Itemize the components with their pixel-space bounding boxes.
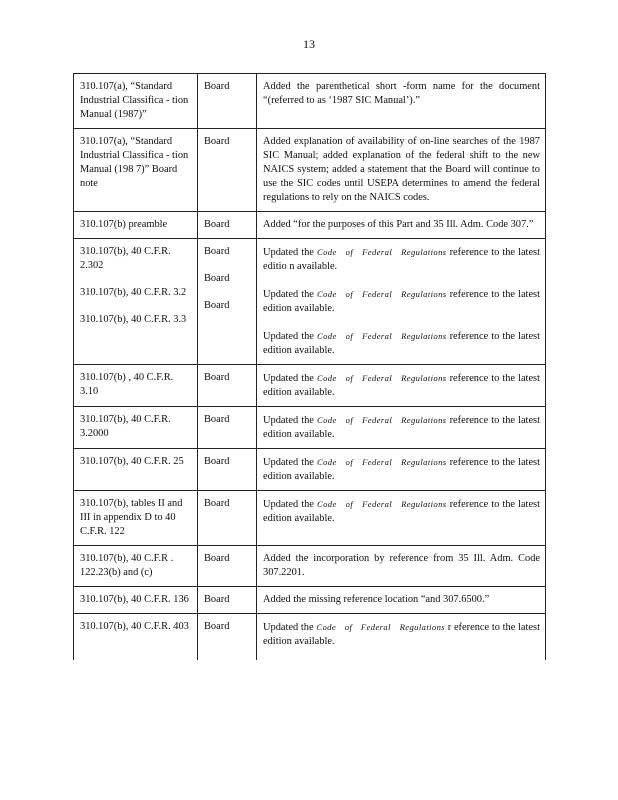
action-cell: Updated the Code of Federal Regulations r eference to the latest edition available. xyxy=(257,614,546,661)
agency-cell: Board xyxy=(198,546,257,587)
agency-cell xyxy=(198,239,257,365)
cfr-title: Code of Federal Regulations xyxy=(316,499,447,509)
action-cell xyxy=(257,239,546,365)
agency-cell: Board xyxy=(198,449,257,491)
section-cell: 310.107(b) preamble xyxy=(74,212,198,239)
agency-entry: Board xyxy=(204,300,230,311)
table-row xyxy=(74,74,546,129)
cfr-title: Code of Federal Regulations xyxy=(316,289,447,299)
section-cell xyxy=(74,239,198,365)
table-row xyxy=(74,546,546,587)
action-cell: Updated the Code of Federal Regulations reference to the latest edition available. xyxy=(257,491,546,546)
action-cell: Updated the Code of Federal Regulations reference to the latest edition available. xyxy=(257,449,546,491)
action-entry: Updated the Code of Federal Regulations reference to the latest editio n available. xyxy=(263,247,540,272)
section-cell: 310.107(b), 40 C.F.R. 25 xyxy=(74,449,198,491)
section-cell: 310.107(b), tables II and III in appendix D to 40 C.F.R. 122 xyxy=(74,491,198,546)
section-cell: 310.107(b), 40 C.F.R. 136 xyxy=(74,587,198,614)
section-cell: 310.107(a), “Standard Industrial Classifica - tion Manual (1987)” xyxy=(74,74,198,129)
table-row xyxy=(74,239,546,365)
cfr-title: Code of Federal Regulations xyxy=(316,331,447,341)
cfr-title: Code of Federal Regulations xyxy=(316,373,447,383)
cfr-title: Code of Federal Regulations xyxy=(316,622,446,632)
section-entry: 310.107(b), 40 C.F.R. 2.302 xyxy=(80,246,171,271)
action-entry: Updated the Code of Federal Regulations reference to the latest edition available. xyxy=(263,289,540,314)
action-entry: Updated the Code of Federal Regulations reference to the latest edition available. xyxy=(263,331,540,356)
agency-entry: Board xyxy=(204,246,230,257)
cfr-title: Code of Federal Regulations xyxy=(316,415,447,425)
table-row xyxy=(74,587,546,614)
table-row xyxy=(74,407,546,449)
section-cell: 310.107(b) , 40 C.F.R. 3.10 xyxy=(74,365,198,407)
action-cell: Added the incorporation by reference from 35 Ill. Adm. Code 307.2201. xyxy=(257,546,546,587)
agency-cell: Board xyxy=(198,365,257,407)
section-cell: 310.107(b), 40 C.F.R. 3.2000 xyxy=(74,407,198,449)
action-cell: Updated the Code of Federal Regulations reference to the latest edition available. xyxy=(257,365,546,407)
action-cell: Added the missing reference location “and 307.6500.” xyxy=(257,587,546,614)
table-row xyxy=(74,129,546,212)
agency-cell: Board xyxy=(198,587,257,614)
page-number: 13 xyxy=(303,37,315,51)
section-cell: 310.107(b), 40 C.F.R . 122.23(b) and (c) xyxy=(74,546,198,587)
agency-cell: Board xyxy=(198,491,257,546)
agency-entry: Board xyxy=(204,273,230,284)
agency-cell: Board xyxy=(198,614,257,661)
action-cell: Updated the Code of Federal Regulations reference to the latest edition available. xyxy=(257,407,546,449)
action-cell: Added “for the purposes of this Part and 35 Ill. Adm. Code 307.” xyxy=(257,212,546,239)
agency-cell: Board xyxy=(198,212,257,239)
section-entry: 310.107(b), 40 C.F.R. 3.2 xyxy=(80,287,187,298)
agency-cell: Board xyxy=(198,407,257,449)
section-cell: 310.107(b), 40 C.F.R. 403 xyxy=(74,614,198,661)
cfr-title: Code of Federal Regulations xyxy=(316,457,447,467)
amendments-table xyxy=(73,73,546,660)
cfr-title: Code of Federal Regulations xyxy=(316,247,447,257)
agency-cell: Board xyxy=(198,74,257,129)
section-entry: 310.107(b), 40 C.F.R. 3.3 xyxy=(80,314,187,325)
table-row xyxy=(74,212,546,239)
action-cell: Added explanation of availability of on-line searches of the 1987 SIC Manual; added explanation of the federal shift to the new NAICS system; added a statement that the Board will continue to use the SIC codes until USEPA determines to amend the federal regulations to rely on the NAICS codes. xyxy=(257,129,546,212)
table-row xyxy=(74,614,546,661)
table-row xyxy=(74,449,546,491)
table-row xyxy=(74,365,546,407)
agency-cell: Board xyxy=(198,129,257,212)
action-cell: Added the parenthetical short -form name for the document “(referred to as ‘1987 SIC Manual’).” xyxy=(257,74,546,129)
table-row xyxy=(74,491,546,546)
section-cell: 310.107(a), “Standard Industrial Classifica - tion Manual (198 7)” Board note xyxy=(74,129,198,212)
